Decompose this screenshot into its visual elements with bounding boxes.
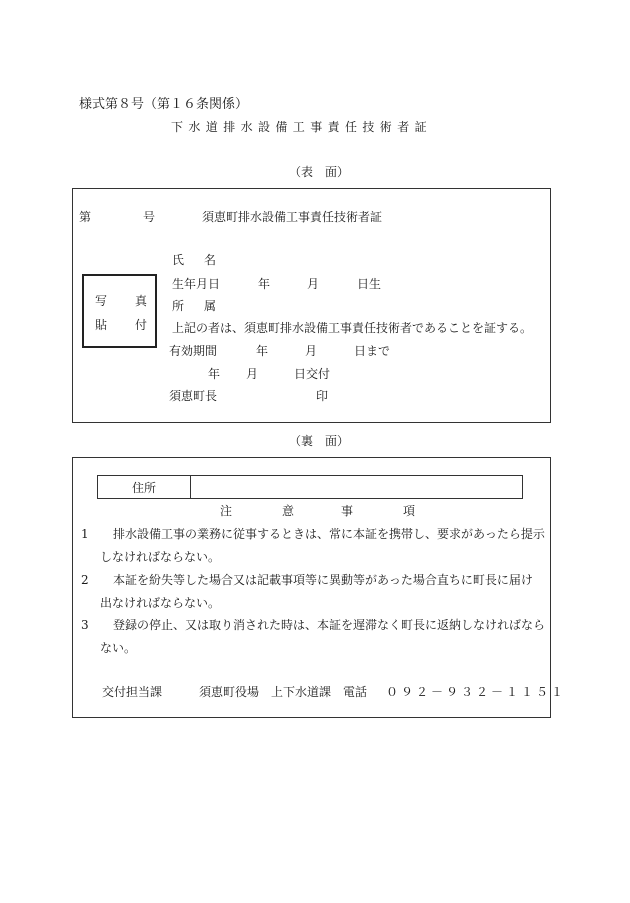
valid-label: 有効期間 bbox=[169, 344, 218, 358]
seal-mark: 印 bbox=[316, 389, 329, 403]
birth-day: 日生 bbox=[357, 277, 382, 291]
certification-statement: 上記の者は、須恵町排水設備工事責任技術者であることを証する。 bbox=[172, 321, 533, 335]
notes-title-char: 意 bbox=[282, 504, 295, 518]
affiliation-label: 属 bbox=[204, 299, 217, 313]
affiliation-label: 所 bbox=[172, 299, 185, 313]
photo-label: 写 bbox=[95, 294, 108, 308]
note-text: ない。 bbox=[100, 641, 137, 655]
photo-placeholder bbox=[82, 274, 157, 348]
notes-title-char: 項 bbox=[403, 504, 416, 518]
contact-phone: ０９２－９３２－１１５１ bbox=[386, 685, 567, 699]
front-card bbox=[72, 188, 551, 423]
notes-title-char: 注 bbox=[220, 504, 233, 518]
mayor-label: 須恵町長 bbox=[169, 389, 218, 403]
back-label: （裏 面） bbox=[289, 434, 350, 448]
form-number: 様式第８号（第１６条関係） bbox=[79, 97, 249, 112]
note-text: 本証を紛失等した場合又は記載事項等に異動等があった場合直ちに町長に届け bbox=[113, 573, 533, 587]
address-label: 住所 bbox=[132, 481, 157, 495]
note-text: 登録の停止、又は取り消された時は、本証を遅滞なく町長に返納しなければなら bbox=[113, 618, 546, 632]
birth-month: 月 bbox=[307, 277, 320, 291]
number-prefix: 第 bbox=[79, 210, 92, 224]
issue-day: 日交付 bbox=[294, 367, 331, 381]
front-label: （表 面） bbox=[289, 165, 350, 179]
number-suffix: 号 bbox=[143, 210, 156, 224]
note-text: 排水設備工事の業務に従事するときは、常に本証を携帯し、要求があったら提示 bbox=[113, 527, 545, 541]
valid-month: 月 bbox=[305, 344, 318, 358]
contact-label: 交付担当課 bbox=[102, 685, 163, 699]
name-label: 名 bbox=[204, 253, 217, 267]
note-text: しなければならない。 bbox=[100, 550, 221, 564]
note-number: 1 bbox=[81, 527, 89, 541]
note-number: 3 bbox=[81, 618, 89, 632]
birth-year: 年 bbox=[258, 277, 271, 291]
valid-year: 年 bbox=[256, 344, 269, 358]
notes-title-char: 事 bbox=[341, 504, 354, 518]
issue-month: 月 bbox=[246, 367, 259, 381]
photo-label: 真 bbox=[135, 294, 148, 308]
document-title: 下水道排水設備工事責任技術者証 bbox=[171, 120, 433, 134]
certificate-title: 須恵町排水設備工事責任技術者証 bbox=[202, 210, 383, 224]
back-card bbox=[72, 457, 567, 718]
photo-label: 貼 bbox=[95, 318, 108, 332]
address-divider bbox=[190, 476, 191, 498]
birth-label: 生年月日 bbox=[172, 277, 221, 291]
contact-office: 須恵町役場 上下水道課 電話 bbox=[199, 685, 368, 699]
note-text: 出なければならない。 bbox=[100, 596, 221, 610]
note-number: 2 bbox=[81, 573, 89, 587]
name-label: 氏 bbox=[172, 253, 185, 267]
address-field bbox=[97, 475, 523, 499]
photo-label: 付 bbox=[135, 318, 148, 332]
valid-until: 日まで bbox=[354, 344, 391, 358]
issue-year: 年 bbox=[208, 367, 221, 381]
